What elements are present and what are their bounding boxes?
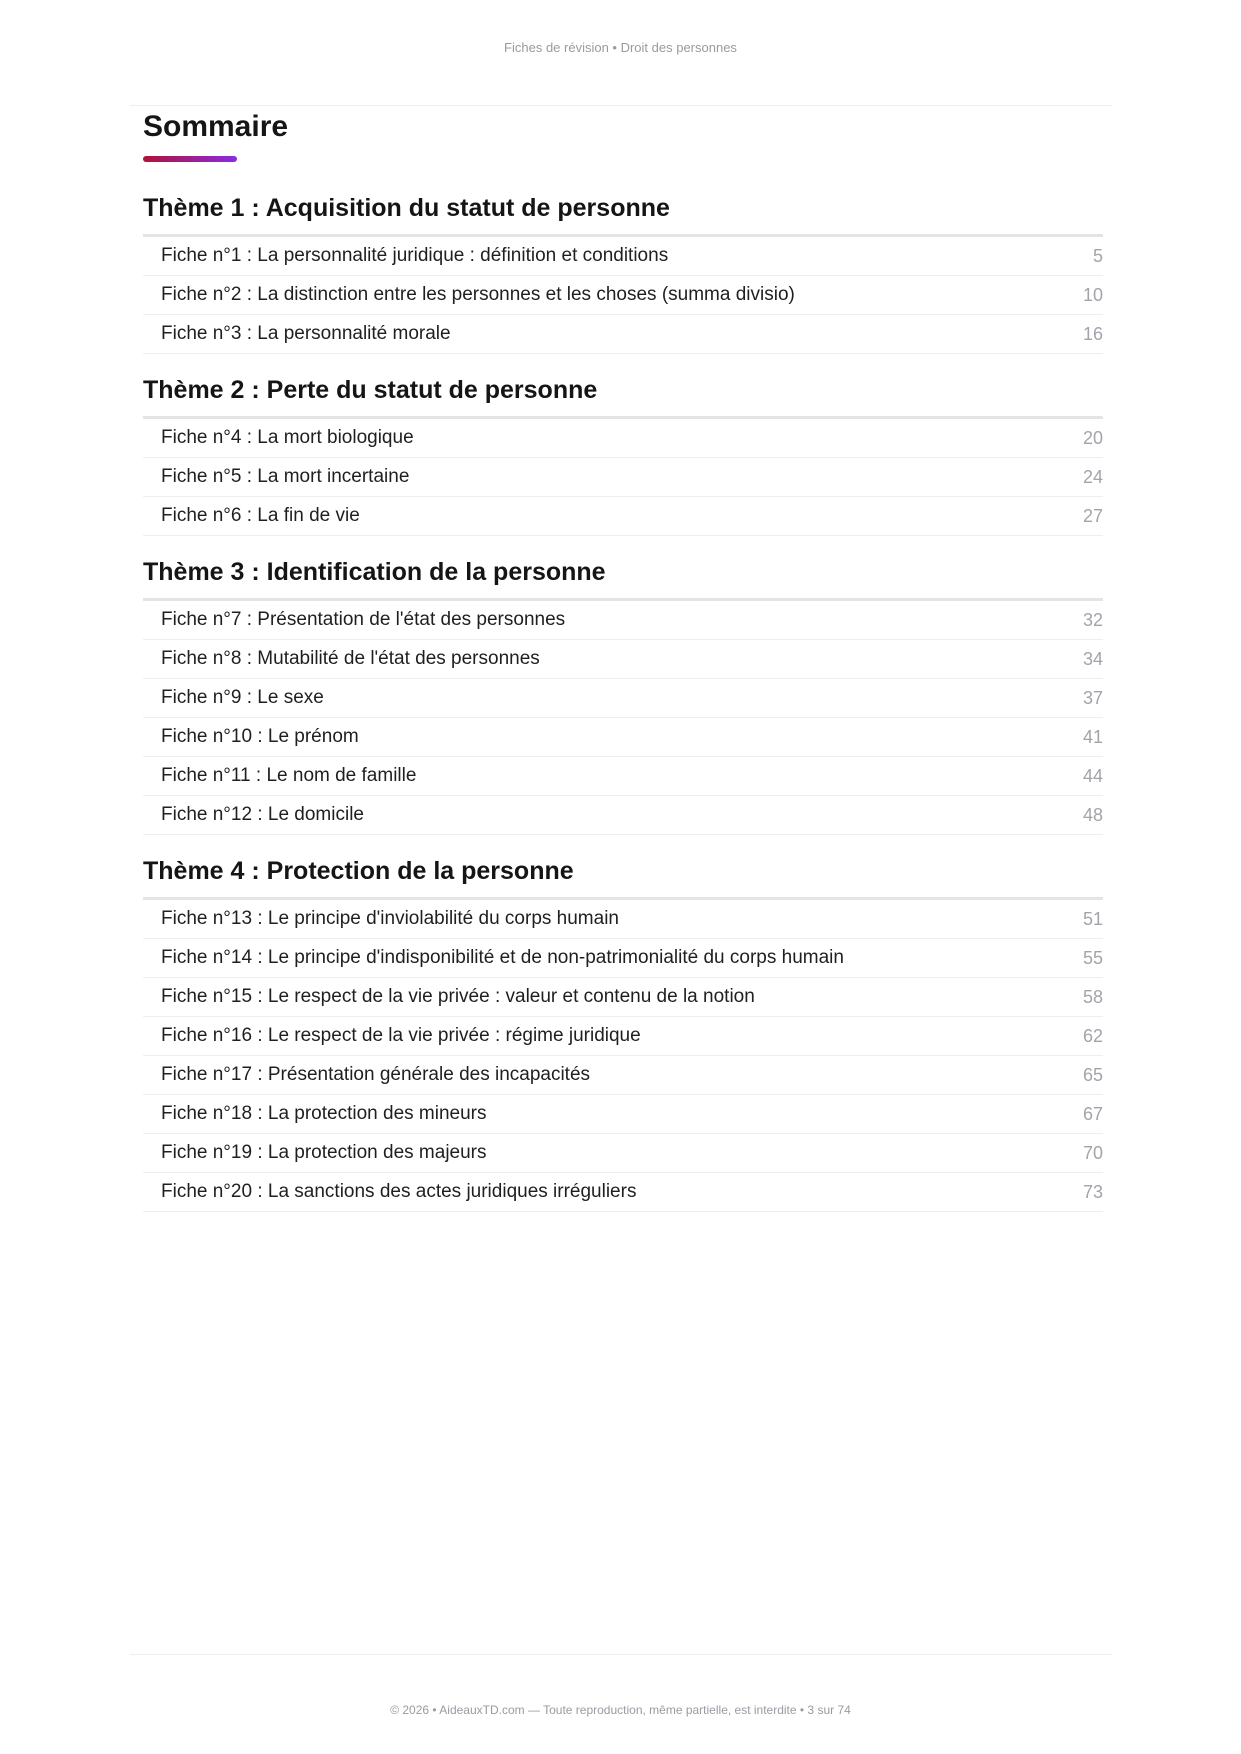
toc-entry[interactable] bbox=[143, 718, 1103, 757]
header-divider bbox=[130, 105, 1112, 106]
toc-entry[interactable] bbox=[143, 640, 1103, 679]
running-header: Fiches de révision • Droit des personnes bbox=[504, 40, 737, 55]
theme-title: Thème 2 : Perte du statut de personne bbox=[143, 374, 1103, 419]
toc-entry-page-number: 34 bbox=[1082, 648, 1103, 669]
toc-entry[interactable] bbox=[143, 601, 1103, 640]
toc-entry-page-number: 16 bbox=[1082, 323, 1103, 344]
toc-entry[interactable] bbox=[143, 757, 1103, 796]
title-accent-bar bbox=[143, 156, 237, 162]
toc-entry-page-number: 37 bbox=[1082, 687, 1103, 708]
toc-entry-label: Fiche n°20 : La sanctions des actes juridiques irréguliers bbox=[161, 1181, 637, 1202]
toc-entry-label: Fiche n°11 : Le nom de famille bbox=[161, 765, 417, 786]
toc-entry-page-number: 48 bbox=[1082, 804, 1103, 825]
toc-entry[interactable] bbox=[143, 1173, 1103, 1212]
toc-entry-label: Fiche n°7 : Présentation de l'état des personnes bbox=[161, 609, 566, 630]
toc-entry[interactable] bbox=[143, 1134, 1103, 1173]
table-of-contents bbox=[143, 108, 1103, 1212]
theme-title: Thème 1 : Acquisition du statut de personne bbox=[143, 192, 1103, 237]
toc-entry-label: Fiche n°10 : Le prénom bbox=[161, 726, 359, 747]
toc-entry[interactable] bbox=[143, 900, 1103, 939]
toc-entry[interactable] bbox=[143, 1095, 1103, 1134]
toc-entry-label: Fiche n°8 : Mutabilité de l'état des personnes bbox=[161, 648, 540, 669]
toc-entry-page-number: 44 bbox=[1082, 765, 1103, 786]
theme-section bbox=[143, 374, 1103, 536]
theme-title: Thème 3 : Identification de la personne bbox=[143, 556, 1103, 601]
toc-entry[interactable] bbox=[143, 497, 1103, 536]
toc-entry[interactable] bbox=[143, 679, 1103, 718]
toc-entry-label: Fiche n°5 : La mort incertaine bbox=[161, 466, 410, 487]
toc-entry-label: Fiche n°16 : Le respect de la vie privée : régime juridique bbox=[161, 1025, 641, 1046]
toc-entry-label: Fiche n°6 : La fin de vie bbox=[161, 505, 360, 526]
toc-entry-page-number: 67 bbox=[1082, 1103, 1103, 1124]
toc-entry-page-number: 51 bbox=[1082, 908, 1103, 929]
themes-list bbox=[143, 192, 1103, 1212]
toc-entry-page-number: 27 bbox=[1082, 505, 1103, 526]
toc-entry-page-number: 41 bbox=[1082, 726, 1103, 747]
toc-entry-label: Fiche n°14 : Le principe d'indisponibilité et de non-patrimonialité du corps humain bbox=[161, 947, 844, 968]
footer-divider bbox=[130, 1654, 1112, 1655]
toc-entry[interactable] bbox=[143, 1056, 1103, 1095]
toc-entry-page-number: 65 bbox=[1082, 1064, 1103, 1085]
toc-entry-label: Fiche n°1 : La personnalité juridique : définition et conditions bbox=[161, 245, 669, 266]
toc-entry[interactable] bbox=[143, 276, 1103, 315]
toc-entry-page-number: 62 bbox=[1082, 1025, 1103, 1046]
toc-entry-label: Fiche n°4 : La mort biologique bbox=[161, 427, 414, 448]
toc-entry[interactable] bbox=[143, 315, 1103, 354]
theme-section bbox=[143, 556, 1103, 835]
toc-entry-label: Fiche n°18 : La protection des mineurs bbox=[161, 1103, 487, 1124]
toc-entry-page-number: 55 bbox=[1082, 947, 1103, 968]
toc-entry[interactable] bbox=[143, 939, 1103, 978]
toc-entry-label: Fiche n°19 : La protection des majeurs bbox=[161, 1142, 487, 1163]
toc-entry-page-number: 20 bbox=[1082, 427, 1103, 448]
toc-entry-label: Fiche n°17 : Présentation générale des incapacités bbox=[161, 1064, 591, 1085]
toc-entry-page-number: 73 bbox=[1082, 1181, 1103, 1202]
page-title: Sommaire bbox=[143, 110, 289, 143]
running-footer: © 2026 • AideauxTD.com — Toute reproduction, même partielle, est interdite • 3 sur 74 bbox=[390, 1703, 851, 1717]
toc-entry-label: Fiche n°12 : Le domicile bbox=[161, 804, 364, 825]
toc-entry[interactable] bbox=[143, 978, 1103, 1017]
toc-entry[interactable] bbox=[143, 419, 1103, 458]
theme-title: Thème 4 : Protection de la personne bbox=[143, 855, 1103, 900]
toc-entry-page-number: 24 bbox=[1082, 466, 1103, 487]
toc-entry-page-number: 10 bbox=[1082, 284, 1103, 305]
toc-entry-page-number: 70 bbox=[1082, 1142, 1103, 1163]
toc-entry[interactable] bbox=[143, 1017, 1103, 1056]
toc-entry[interactable] bbox=[143, 237, 1103, 276]
toc-entry[interactable] bbox=[143, 796, 1103, 835]
toc-entry-label: Fiche n°9 : Le sexe bbox=[161, 687, 324, 708]
theme-section bbox=[143, 192, 1103, 354]
toc-entry[interactable] bbox=[143, 458, 1103, 497]
theme-section bbox=[143, 855, 1103, 1212]
toc-entry-label: Fiche n°3 : La personnalité morale bbox=[161, 323, 451, 344]
toc-entry-page-number: 32 bbox=[1082, 609, 1103, 630]
toc-entry-label: Fiche n°13 : Le principe d'inviolabilité du corps humain bbox=[161, 908, 619, 929]
toc-entry-page-number: 5 bbox=[1092, 245, 1103, 266]
toc-entry-label: Fiche n°2 : La distinction entre les personnes et les choses (summa divisio) bbox=[161, 284, 795, 305]
toc-entry-label: Fiche n°15 : Le respect de la vie privée : valeur et contenu de la notion bbox=[161, 986, 755, 1007]
toc-entry-page-number: 58 bbox=[1082, 986, 1103, 1007]
